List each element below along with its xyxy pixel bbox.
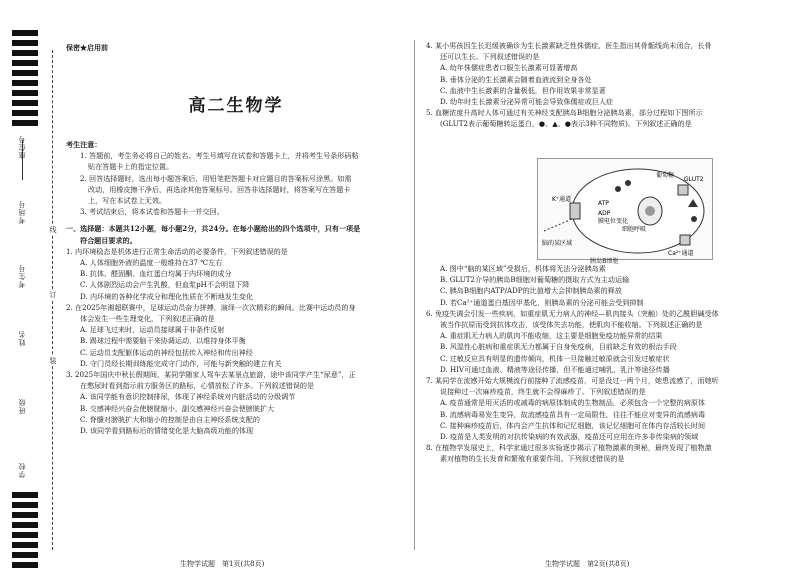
option-line: 还可以生长。下列叙述错误的是 xyxy=(440,52,540,62)
option-line: B. GLUT2介导的胰岛B细胞对葡萄糖的摄取方式为主动运输 xyxy=(440,275,630,285)
field-exam-room: 考场号 xyxy=(18,200,26,224)
note-line: 3. 考试结束后，将本试卷和答题卡一并交回。 xyxy=(80,207,224,217)
note-line: 贴在答题卡上的指定位置。 xyxy=(88,162,174,172)
note-line: 改动，用橡皮擦干净后，再选涂其他答案标号。回答非选择题时，将答案写在答题卡 xyxy=(88,184,351,194)
barcode-bottom xyxy=(12,492,38,570)
footer-page-1: 生物学试题 第1页(共8页) xyxy=(180,560,265,568)
right-questions-top xyxy=(426,40,776,130)
question-line: 8. 在植物学发展史上，科学家通过很多实验逐步揭示了植物激素的奥秘，最终发现了植物激 xyxy=(426,443,712,453)
question-line: 5. 血糖浓度升高时人体可通过有关神经支配胰岛B细胞分泌胰岛素，部分过程如下图所示 xyxy=(426,108,703,118)
fig-label-atp: ATP xyxy=(598,200,609,207)
section-heading: 一、选择题：本题共12小题，每小题2分，共24分。在每小题给出的四个选项中，只有一项是 xyxy=(66,224,361,234)
option-line: C. 胰岛B细胞内ATP/ADP的比值增大会抑制胰岛素的释放 xyxy=(440,286,622,296)
field-name: 姓名 xyxy=(18,330,26,346)
insulin-secretion-diagram xyxy=(537,158,713,260)
seal-char-line: 线 xyxy=(49,226,57,233)
option-line: B. 踢球过程中需要脑干来协调运动，以维持身体平衡 xyxy=(80,336,246,346)
barcode-top xyxy=(12,30,38,130)
option-line: D. HIV可通过血液、精液等途径传播，但不能通过哺乳、乳汁等途径传播 xyxy=(440,364,670,374)
right-column xyxy=(426,40,776,130)
fig-label-glut2: GLUT2 xyxy=(684,176,704,183)
option-line: 说接种过一次麻疹疫苗，终生就不会得麻疹了。下列叙述错误的是 xyxy=(440,387,646,397)
option-line: B. 风湿性心脏病和重症肌无力都属于自身免疫病，目前缺乏有效的根治手段 xyxy=(440,342,677,352)
option-line: B. 交感神经兴奋会使膀胱缩小，副交感神经兴奋会使膀胱扩大 xyxy=(80,403,275,413)
option-line: A. 疫苗通常是用灭活的或减毒的病原体制成的生物制品，必须包含一个完整的病原体 xyxy=(440,398,706,408)
option-line: D. 内环境的各种化学成分和理化性质在不断地发生变化 xyxy=(80,291,254,301)
field-school: 学校 xyxy=(18,462,26,478)
fig-label-adp: ADP xyxy=(598,210,611,217)
note-line: 1. 答题前，考生务必将自己的姓名、考生号填写在试卷和答题卡上，并将考生号条形码粘 xyxy=(80,151,359,161)
left-column xyxy=(66,139,406,436)
fig-label-glucose: 葡萄糖 xyxy=(656,172,675,179)
section-heading-cont: 符合题目要求的。 xyxy=(80,235,137,245)
field-seat-number: 座位号 xyxy=(18,135,26,159)
option-line: C. 运动员支配躯体运动的神经包括传入神经和传出神经 xyxy=(80,347,253,357)
fig-label-k-channel: K⁺通道 xyxy=(552,196,572,203)
footer-page-2: 生物学试题 第2页(共8页) xyxy=(545,560,630,568)
field-exam-number: 考生号 xyxy=(18,264,26,288)
option-line: B. 流感病毒易发生变异，故流感疫苗具有一定局限性，往往不能应对变异的流感病毒 xyxy=(440,409,706,419)
option-line: 被当作抗原而受到抗体攻击，该受体失去功能，使肌肉不能收缩。下列叙述正确的是 xyxy=(440,320,703,330)
option-line: 体会发生一些生理变化，下列叙述正确的是 xyxy=(80,314,215,324)
column-divider xyxy=(414,40,415,550)
option-line: B. 抗体、醛固酮、血红蛋白均属于内环境的成分 xyxy=(80,269,232,279)
binding-strip xyxy=(0,0,40,579)
notes-heading: 考生注意： xyxy=(66,140,102,149)
option-line: D. 若Ca²⁺通道蛋白基因甲基化，则胰岛素的分泌可能会受到抑制 xyxy=(440,297,644,307)
fig-label-brain: 脑的某区域 xyxy=(542,240,573,247)
question-line: 7. 某同学在流感开始大规模流行前接种了流感疫苗，可是没过一两个月，她患流感了，而她听 xyxy=(426,376,719,386)
option-line: D. 幼年时生长激素分泌异常可能会导致侏儒症或巨人症 xyxy=(440,97,614,107)
fig-label-ca-channel: Ca²⁺通道 xyxy=(668,250,694,257)
note-line: 上，写在本试卷上无效。 xyxy=(88,196,167,206)
option-line: C. 人体剧烈运动会产生乳酸，但血浆pH不会明显下降 xyxy=(80,280,250,290)
option-line: A. 幼年侏儒症患者口服生长激素可显著增高 xyxy=(440,63,578,73)
option-line: B. 垂体分泌的生长激素会随着血液流到全身各处 xyxy=(440,74,592,84)
field-class: 班级 xyxy=(18,398,26,414)
question-line: 3. 2025年国庆中秋长假期间，某同学随家人驾车去某景点旅游，途中该同学产生“尿意”，正 xyxy=(66,370,356,380)
option-line: C. 接种麻疹疫苗后，体内会产生抗体和记忆细胞，该记忆细胞可在体内存活较长时间 xyxy=(440,420,706,430)
confidential-label: 保密★启用前 xyxy=(66,43,108,52)
option-line: A. 足球飞过来时，运动员接球属于非条件反射 xyxy=(80,325,225,335)
question-line: 4. 某小男孩因生长迟缓被确诊为生长激素缺乏性侏儒症，医生指出其骨骺线尚未闭合，长骨 xyxy=(426,41,712,50)
seal-char-fix: 装 xyxy=(49,357,57,364)
option-line: C. 脊髓对膀胱扩大和缩小的控制是由自主神经系统支配的 xyxy=(80,414,260,424)
seal-char-bind: 订 xyxy=(49,291,57,298)
question-line: 1. 内环境稳态是机体进行正常生命活动的必要条件，下列叙述错误的是 xyxy=(66,246,288,256)
option-line: 素对植物的生长发育和繁殖有重要作用。下列叙述错误的是 xyxy=(440,454,625,464)
option-line: A. 图中“脑的某区域”受损后，机体将无法分泌胰岛素 xyxy=(440,264,606,273)
question-line: 2. 在2025年湘超联赛中，足球运动员奋力拼搏，演绎一次次精彩的瞬间。比赛中运动员的身 xyxy=(66,302,356,312)
option-line: C. 过敏反应具有明显的遗传倾向，机体一旦接触过敏原就会引发过敏症状 xyxy=(440,353,670,363)
option-line: D. 守门员经长期训练能完成守门动作，可能与新突触的建立有关 xyxy=(80,358,282,368)
right-questions-bottom xyxy=(426,263,776,465)
option-line: A. 该同学能有意识控制排尿，体现了神经系统对内脏活动的分级调节 xyxy=(80,392,296,402)
note-line: 2. 回答选择题时，选出每小题答案后，用铅笔把答题卡对应题目的答案标号涂黑。如需 xyxy=(80,173,352,183)
option-line: 在憋尿时看到指示前方服务区的路标，心情放松了许多。下列叙述错误的是 xyxy=(80,381,315,391)
fig-label-membrane: 膜电位变化 xyxy=(598,218,629,225)
option-line: A. 重症肌无力病人的肌肉不能收缩，这主要是细胞免疫功能异常的结果 xyxy=(440,331,663,341)
figure-caption: 胰岛B细胞 xyxy=(590,258,619,265)
right-column-lower xyxy=(426,263,776,465)
option-line: D. 疫苗是人类发明的对抗传染病的有效武器，疫苗还可应用在许多非传染病的领域 xyxy=(440,432,699,442)
option-line: A. 人体细胞外液的温度一般维持在37 ℃左右 xyxy=(80,258,223,268)
question-line: 6. 免疫失调会引发一些疾病，如重症肌无力病人的神经—肌肉接头（突触）处的乙酰胆碱受体 xyxy=(426,308,719,318)
seal-line xyxy=(52,50,53,550)
option-line: D. 该同学看到路标后的情绪变化是大脑高级功能的体现 xyxy=(80,426,254,436)
option-line: C. 血液中生长激素的含量极低，但作用效果非常显著 xyxy=(440,85,606,95)
page-title: 高二生物学 xyxy=(188,96,284,116)
fig-label-respiration: 细胞呼吸 xyxy=(622,226,647,233)
option-line: (GLUT2表示葡萄糖转运蛋白，●、▲、●表示3种不同物质)。下列叙述正确的是 xyxy=(440,119,692,129)
left-questions xyxy=(66,246,406,436)
